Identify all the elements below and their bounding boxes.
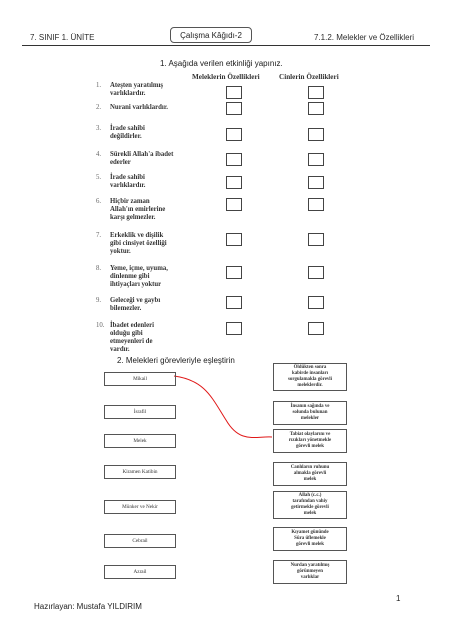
duty-line: melek bbox=[303, 511, 317, 516]
angel-name: Azrail bbox=[133, 569, 147, 575]
statement-line: vardır. bbox=[110, 346, 130, 353]
duty-line: Sûra üflemekle bbox=[294, 536, 326, 541]
angel-name: Melek bbox=[133, 438, 147, 444]
duty-line: rızıkları yönetmekle bbox=[288, 438, 332, 443]
angel-name: Münker ve Nekir bbox=[122, 504, 158, 510]
duty-line: Tabiat olaylarını ve bbox=[289, 432, 331, 437]
duty-line: melekler bbox=[300, 416, 320, 421]
duty-line: solunda bulunan bbox=[292, 410, 328, 415]
statement-line: etmeyenleri de bbox=[110, 338, 153, 345]
statement-line: yoktur. bbox=[110, 248, 131, 255]
angel-name: İsrafil bbox=[133, 409, 147, 415]
angel-name: Kiramen Katibin bbox=[122, 469, 158, 475]
duty-line: İnsanın sağında ve bbox=[290, 404, 330, 409]
statement-line: Sürekli Allah'a ibadet bbox=[110, 151, 174, 158]
duty-line: sorgulamakla görevli bbox=[287, 377, 333, 382]
statement-line: değildirler. bbox=[110, 133, 142, 140]
duty-box[interactable] bbox=[273, 429, 347, 453]
duty-line: görevli melek bbox=[295, 542, 325, 547]
duty-text bbox=[289, 432, 331, 450]
statement-line: ihtiyaçları yoktur bbox=[110, 281, 162, 288]
duty-line: meleklerdir. bbox=[297, 383, 323, 388]
duty-line: varlıklar bbox=[300, 575, 320, 580]
statement-line: Ateşten yaratılmış bbox=[110, 82, 164, 89]
header-left: 7. SINIF 1. ÜNİTE bbox=[30, 33, 95, 42]
duty-text bbox=[291, 530, 328, 548]
statement-line: İrade sahibi bbox=[110, 125, 145, 132]
statement-line: Allah'ın emirlerine bbox=[110, 206, 166, 213]
duty-text bbox=[291, 563, 330, 581]
duty-text bbox=[291, 465, 329, 483]
worksheet-title: Çalışma Kâğıdı-2 bbox=[180, 30, 242, 40]
duty-text bbox=[291, 493, 329, 517]
angel-name-box[interactable] bbox=[104, 565, 176, 579]
statement-line: Nurani varlıklardır. bbox=[110, 104, 168, 111]
angel-name-box[interactable] bbox=[104, 534, 176, 548]
duty-line: görevli melek bbox=[295, 444, 325, 449]
statement-number: 6. bbox=[96, 198, 102, 205]
page-number: 1 bbox=[396, 594, 401, 603]
statement-line: varlıklardır. bbox=[110, 90, 146, 97]
statement-line: Yeme, içme, uyuma, bbox=[110, 265, 168, 272]
duty-box[interactable] bbox=[273, 527, 347, 551]
duty-line: tarafından vahiy bbox=[292, 499, 328, 504]
statement-line: Hiçbir zaman bbox=[110, 198, 150, 205]
duty-line: Allah (c.c.) bbox=[298, 493, 322, 498]
statement-line: gibi cinsiyet özelliği bbox=[110, 240, 167, 247]
statement-line: İbadet edenleri bbox=[110, 322, 154, 329]
statement-line: olduğu gibi bbox=[110, 330, 143, 337]
statement-line: İrade sahibi bbox=[110, 174, 145, 181]
duty-box[interactable] bbox=[273, 363, 347, 391]
header-right: 7.1.2. Melekler ve Özellikleri bbox=[314, 33, 415, 42]
statement-number: 10. bbox=[96, 322, 105, 329]
duty-box[interactable] bbox=[273, 560, 347, 584]
duty-line: getirmekle görevli bbox=[291, 505, 329, 510]
statement-line: bilemezler. bbox=[110, 305, 142, 312]
duty-line: melek bbox=[303, 477, 317, 482]
statement-number: 5. bbox=[96, 174, 102, 181]
duty-box[interactable] bbox=[273, 491, 347, 519]
duty-line: Öldükten sonra bbox=[293, 365, 327, 370]
statement-number: 4. bbox=[96, 151, 102, 158]
statement-number: 2. bbox=[96, 104, 102, 111]
statement-line: dinlenme gibi bbox=[110, 273, 150, 280]
duty-text bbox=[291, 404, 330, 422]
duty-text bbox=[288, 365, 332, 389]
duty-line: Canlıların ruhunu bbox=[290, 465, 330, 470]
statement-number: 8. bbox=[96, 265, 102, 272]
matching-connector-line bbox=[174, 376, 272, 438]
footer-prepared-by: Hazırlayan: Mustafa YILDIRIM bbox=[34, 602, 142, 611]
angel-name-box[interactable] bbox=[104, 500, 176, 514]
duty-box[interactable] bbox=[273, 401, 347, 425]
duty-line: almakla görevli bbox=[293, 471, 327, 476]
statement-line: varlıklardır. bbox=[110, 182, 146, 189]
angel-name-box[interactable] bbox=[104, 434, 176, 448]
statement-number: 9. bbox=[96, 297, 102, 304]
statement-line: karşı gelmezler. bbox=[110, 214, 156, 221]
angel-name: Cebrail bbox=[132, 538, 148, 544]
statement-line: Erkeklik ve dişilik bbox=[110, 232, 164, 239]
duty-line: kabirde insanları bbox=[291, 371, 328, 376]
statement-number: 7. bbox=[96, 232, 102, 239]
duty-line: Kıyamet gününde bbox=[291, 530, 329, 535]
question-1-title: 1. Aşağıda verilen etkinliği yapınız. bbox=[160, 59, 283, 68]
column-header-angels: Meleklerin Özellikleri bbox=[192, 73, 260, 81]
statement-number: 1. bbox=[96, 82, 102, 89]
duty-line: Nurdan yaratılmış bbox=[290, 563, 330, 568]
column-header-jinn: Cinlerin Özellikleri bbox=[279, 73, 339, 81]
duty-box[interactable] bbox=[273, 462, 347, 486]
angel-name-box[interactable] bbox=[104, 372, 176, 386]
statement-line: Geleceği ve gaybı bbox=[110, 297, 161, 304]
angel-name-box[interactable] bbox=[104, 405, 176, 419]
statement-line: ederler bbox=[110, 159, 131, 166]
angel-name: Mikail bbox=[133, 376, 147, 382]
duty-line: görünmeyen bbox=[296, 569, 324, 574]
statement-number: 3. bbox=[96, 125, 102, 132]
angel-name-box[interactable] bbox=[104, 465, 176, 479]
question-2-title: 2. Melekleri görevleriyle eşleştirin bbox=[117, 356, 235, 365]
